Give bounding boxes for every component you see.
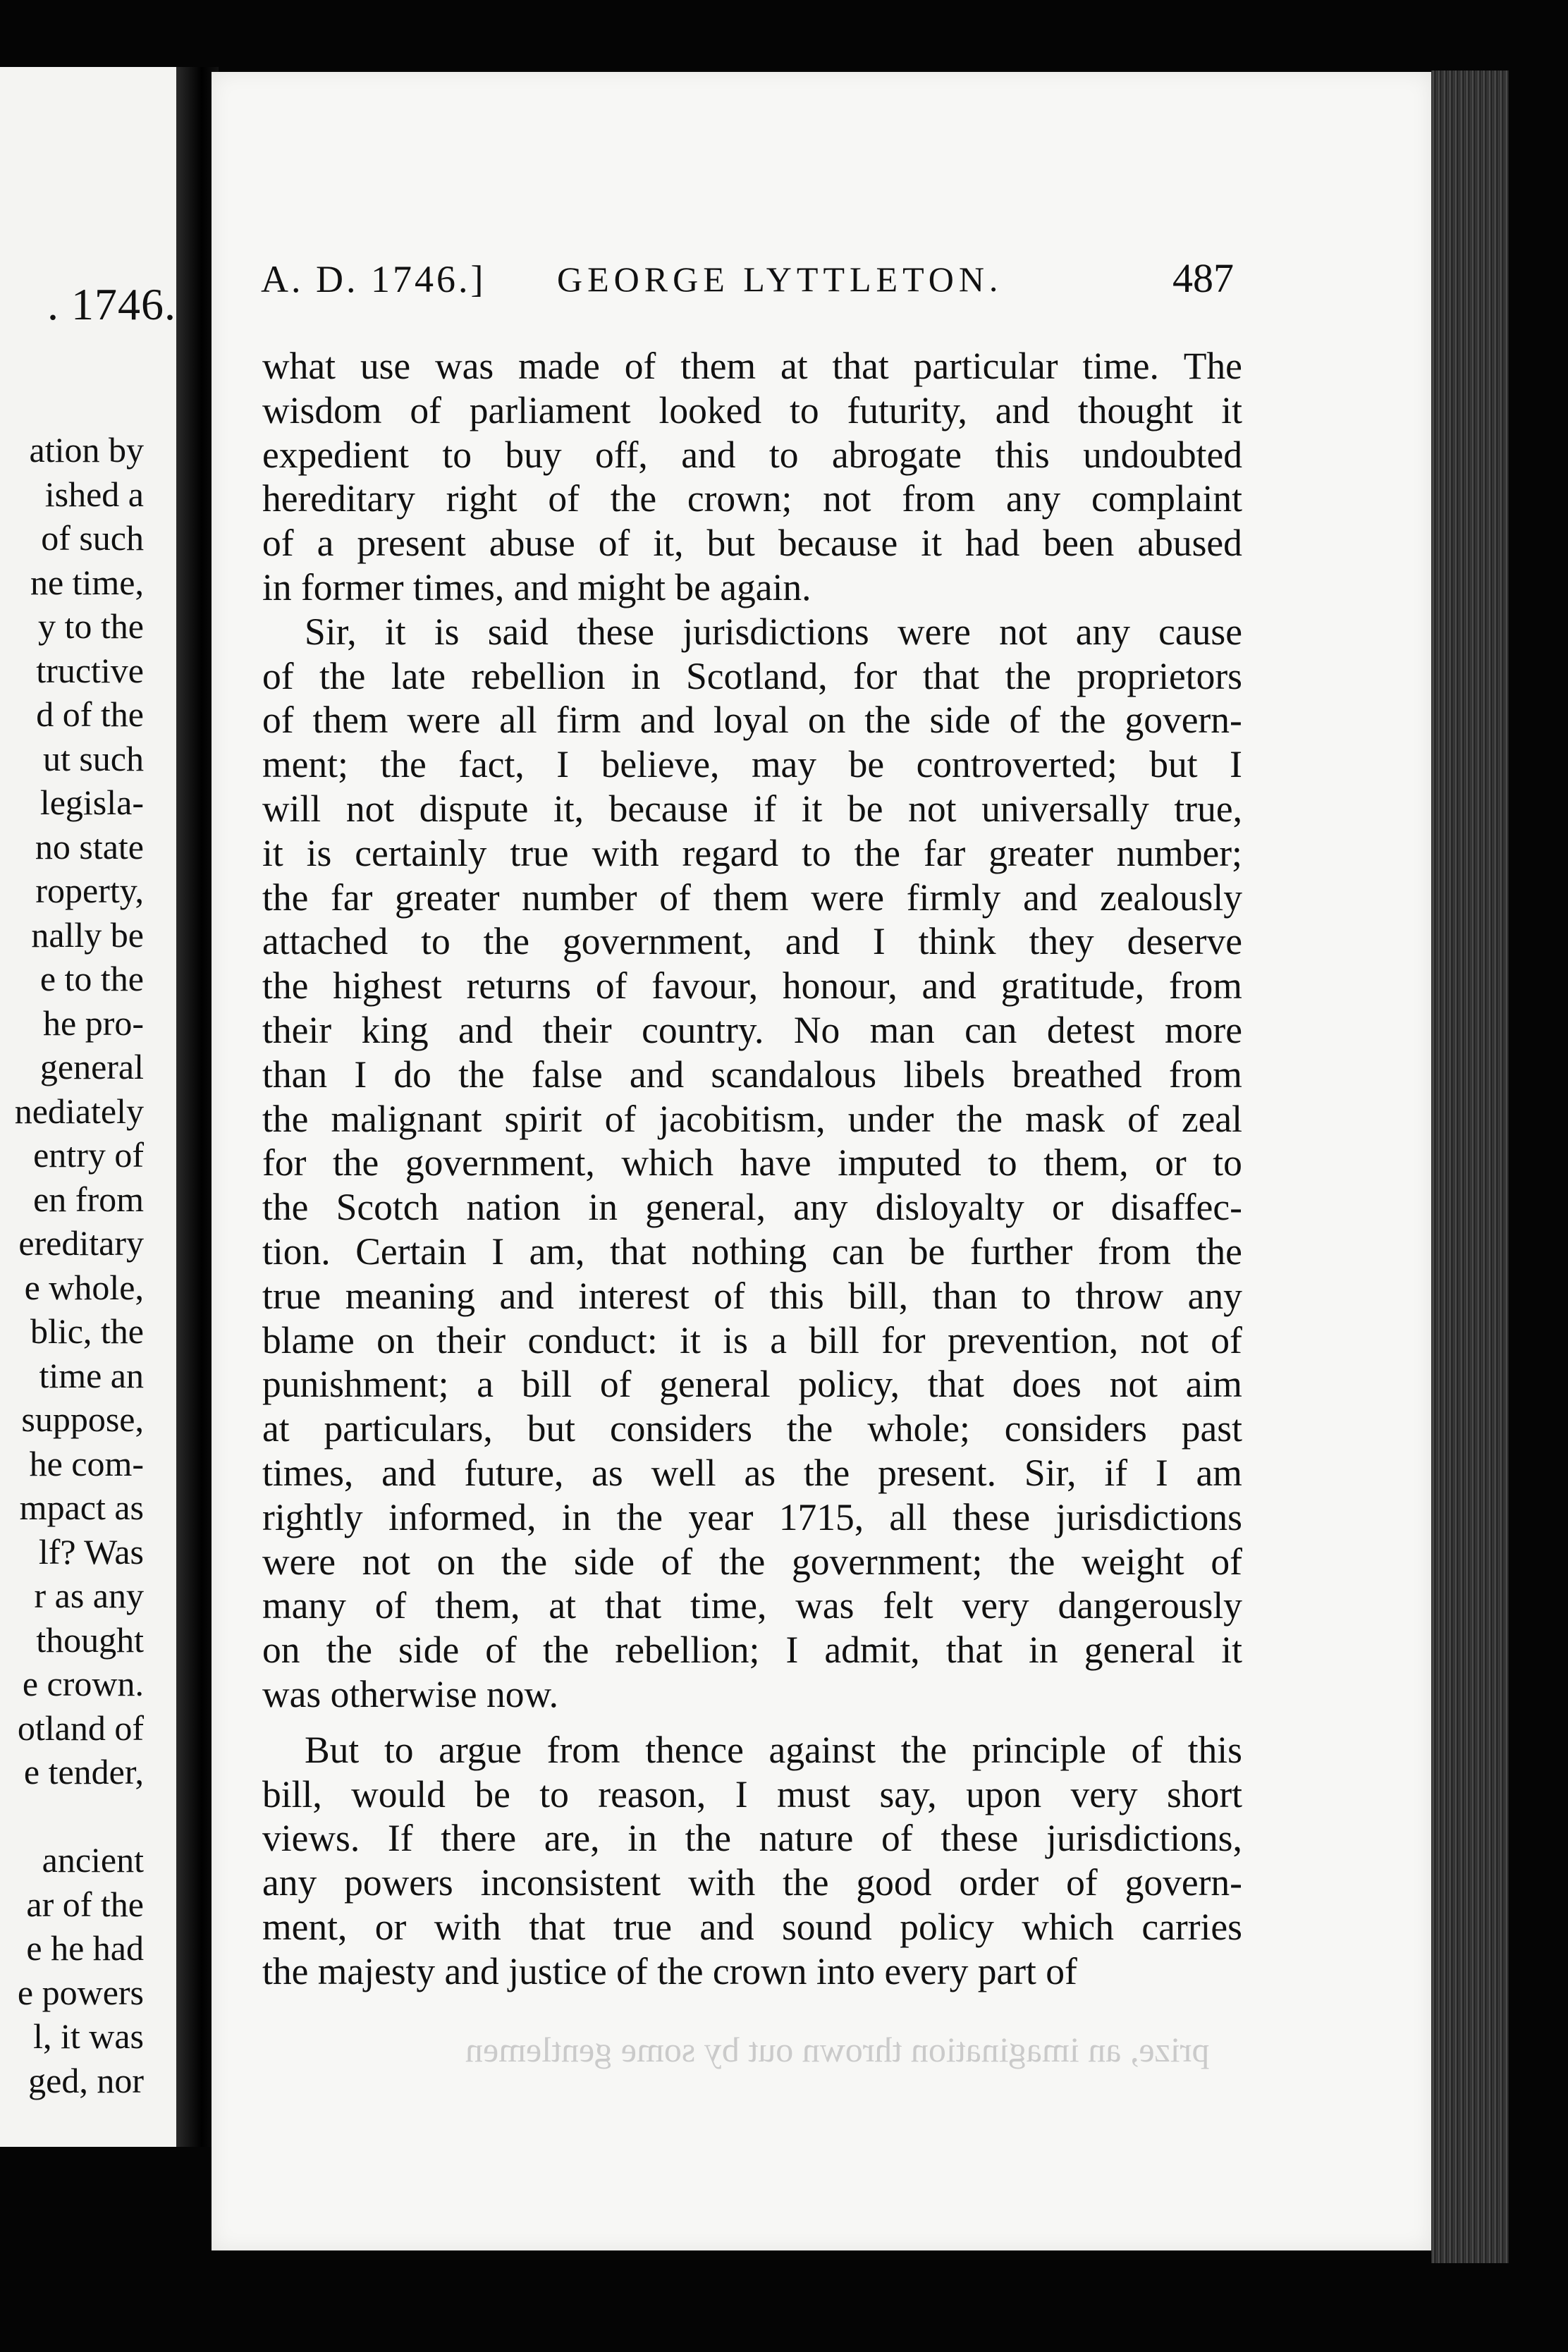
text-line: on the side of the rebellion; I admit, that in general it (262, 1629, 1242, 1672)
previous-page-line: ged, nor (28, 2060, 144, 2100)
previous-page-line: time an (39, 1355, 144, 1395)
paragraph (262, 344, 1242, 610)
previous-page-line: ation by (29, 430, 144, 470)
previous-page-line: e he had (26, 1928, 144, 1968)
previous-page-line: otland of (17, 1708, 144, 1748)
text-line: views. If there are, in the nature of these jurisdictions, (262, 1817, 1242, 1860)
paragraph (262, 1728, 1242, 1994)
text-line: than I do the false and scandalous libels breathed from (262, 1053, 1242, 1096)
previous-page-header: . 1746. (47, 279, 176, 329)
text-line: at particulars, but considers the whole; considers past (262, 1407, 1242, 1450)
page-edges (1431, 71, 1509, 2263)
previous-page-line: e crown. (22, 1664, 144, 1703)
previous-page-line: nediately (14, 1091, 144, 1131)
previous-page-line: roperty, (35, 871, 144, 910)
text-line: the highest returns of favour, honour, and gratitude, from (262, 964, 1242, 1007)
text-line: hereditary right of the crown; not from any complaint (262, 477, 1242, 520)
text-line: true meaning and interest of this bill, than to throw any (262, 1274, 1242, 1317)
previous-page-line (15, 1794, 144, 1839)
text-line: of a present abuse of it, but because it had been abused (262, 522, 1242, 565)
running-head-title: GEORGE LYTTLETON. (557, 259, 1003, 299)
text-line: was otherwise now. (262, 1672, 558, 1715)
previous-page-line: thought (36, 1619, 144, 1660)
previous-page-line: e to the (39, 959, 144, 998)
previous-page-line: r as any (34, 1576, 144, 1615)
text-line: rightly informed, in the year 1715, all these jurisdictions (262, 1495, 1242, 1538)
text-line: any powers inconsistent with the good order of govern- (262, 1861, 1242, 1904)
previous-page-line: he pro- (43, 1003, 144, 1043)
text-line: Sir, it is said these jurisdictions were not any cause (305, 610, 1242, 653)
text-line: many of them, at that time, was felt very dangerously (262, 1584, 1242, 1627)
previous-page-line: suppose, (21, 1399, 144, 1439)
text-line: for the government, which have imputed to them, or to (262, 1141, 1242, 1184)
text-line: But to argue from thence against the principle of this (305, 1728, 1242, 1771)
text-line: ment, or with that true and sound policy which carries (262, 1905, 1242, 1948)
previous-page-line: ereditary (18, 1223, 144, 1263)
previous-page-line: l, it was (33, 2016, 144, 2056)
previous-page-line: tructive (36, 650, 144, 690)
previous-page-text (15, 428, 144, 2102)
text-line: in former times, and might be again. (262, 565, 811, 608)
text-line: will not dispute it, because if it be not universally true, (262, 787, 1242, 830)
previous-page-line: ut such (42, 738, 144, 778)
text-line: their king and their country. No man can detest more (262, 1008, 1242, 1051)
text-line: wisdom of parliament looked to futurity, and thought it (262, 388, 1242, 431)
previous-page-line: mpact as (19, 1488, 144, 1527)
text-line: the far greater number of them were firmly and zealously (262, 876, 1242, 919)
text-line: the Scotch nation in general, any disloyalty or disaffec- (262, 1186, 1242, 1229)
previous-page-line: e whole, (24, 1267, 144, 1307)
previous-page-line: ne time, (30, 562, 144, 602)
previous-page-line: he com- (29, 1443, 144, 1483)
text-line: times, and future, as well as the present. Sir, if I am (262, 1451, 1242, 1494)
bleed-through-text: prize, an imagination thrown out by some gentlemen (465, 2030, 1210, 2069)
previous-page-line: no state (35, 826, 144, 866)
paragraph (262, 610, 1242, 1717)
text-line: the malignant spirit of jacobitism, under the mask of zeal (262, 1097, 1242, 1140)
previous-page-line: lf? Was (38, 1531, 144, 1572)
text-line: of them were all firm and loyal on the side of the govern- (262, 699, 1242, 742)
text-line: of the late rebellion in Scotland, for that the proprietors (262, 654, 1242, 697)
previous-page-line: en from (33, 1179, 144, 1219)
previous-page-line: ished a (44, 474, 144, 514)
previous-page-line: e tender, (23, 1752, 144, 1791)
previous-page-line: general (39, 1047, 144, 1086)
text-line: bill, would be to reason, I must say, upon very short (262, 1772, 1242, 1815)
previous-page-fragment (0, 67, 185, 2147)
previous-page-line: e powers (17, 1972, 144, 2012)
text-line: were not on the side of the government; the weight of (262, 1540, 1242, 1583)
paragraph-gap (262, 1717, 1242, 1728)
previous-page-line: nally be (31, 914, 144, 955)
text-line: what use was made of them at that particular time. The (262, 345, 1242, 387)
previous-page-line: of such (41, 518, 144, 558)
previous-page-line: ancient (42, 1840, 144, 1880)
page-body-text (262, 344, 1242, 1993)
previous-page-line: legisla- (39, 783, 144, 822)
text-line: the majesty and justice of the crown into every part of (262, 1949, 1077, 1992)
previous-page-line: blic, the (30, 1311, 144, 1351)
previous-page-line: entry of (33, 1135, 144, 1175)
previous-page-line: y to the (38, 606, 144, 646)
text-line: punishment; a bill of general policy, that does not aim (262, 1363, 1242, 1406)
text-line: ment; the fact, I believe, may be controverted; but I (262, 743, 1242, 786)
text-line: blame on their conduct: it is a bill for prevention, not of (262, 1318, 1242, 1361)
text-line: it is certainly true with regard to the far greater number; (262, 831, 1242, 874)
text-line: expedient to buy off, and to abrogate this undoubted (262, 433, 1242, 476)
page-number: 487 (1172, 255, 1234, 301)
text-line: tion. Certain I am, that nothing can be further from the (262, 1230, 1242, 1273)
running-head-date: A. D. 1746.] (261, 258, 486, 300)
previous-page-line: d of the (36, 694, 144, 734)
running-head (261, 257, 1234, 314)
text-line: attached to the government, and I think they deserve (262, 920, 1242, 963)
previous-page-line: ar of the (26, 1884, 144, 1924)
